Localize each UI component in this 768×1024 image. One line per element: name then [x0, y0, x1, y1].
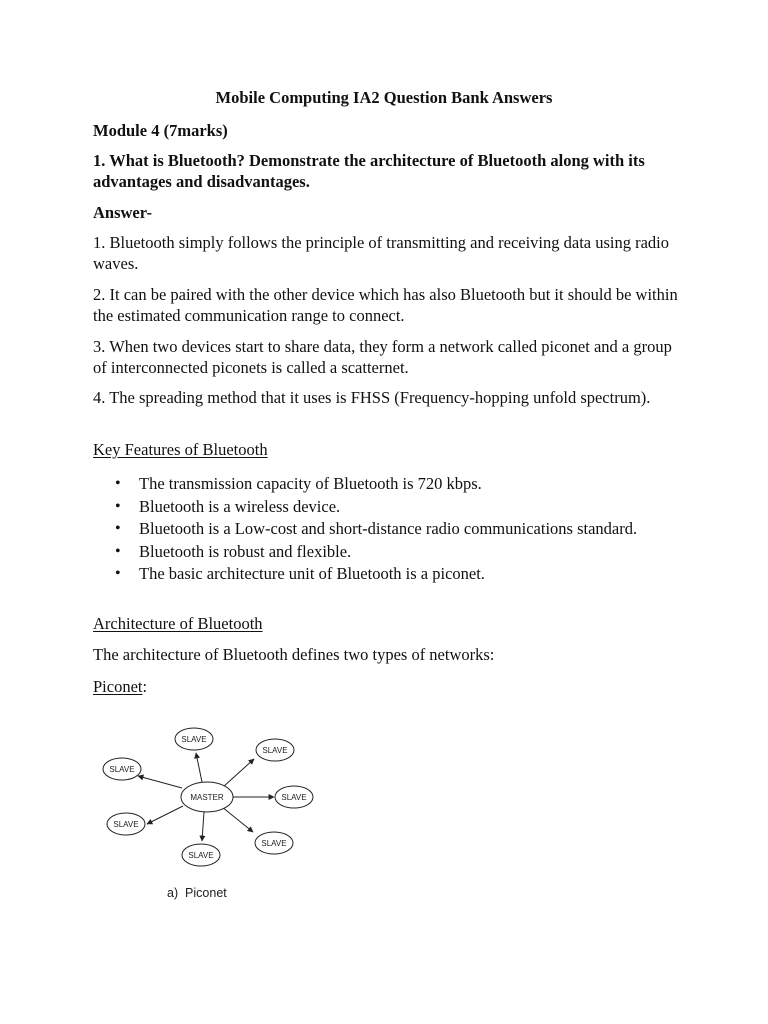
link-arrow — [147, 806, 183, 824]
list-item: • Bluetooth is a Low-cost and short-distance radio communications standard. — [139, 518, 699, 540]
answer-point-1: 1. Bluetooth simply follows the principle of transmitting and receiving data using radio waves. — [93, 233, 670, 273]
key-features-heading: Key Features of Bluetooth — [93, 440, 268, 459]
link-arrow — [223, 759, 254, 787]
answer-point-4: 4. The spreading method that it uses is FHSS (Frequency-hopping unfold spectrum). — [93, 388, 651, 407]
slave-label: SLAVE — [181, 735, 207, 744]
link-arrow — [202, 812, 204, 841]
module-heading: Module 4 (7marks) — [93, 121, 228, 140]
piconet-colon: : — [142, 677, 148, 696]
document-title: Mobile Computing IA2 Question Bank Answers — [215, 88, 553, 107]
list-item: • Bluetooth is a wireless device. — [139, 496, 699, 518]
slave-label: SLAVE — [109, 765, 135, 774]
slave-label: SLAVE — [113, 820, 139, 829]
slave-label: SLAVE — [188, 851, 214, 860]
list-item: • Bluetooth is robust and flexible. — [139, 541, 699, 563]
architecture-heading: Architecture of Bluetooth — [93, 614, 263, 633]
link-arrow — [196, 753, 202, 782]
link-arrow — [138, 776, 182, 788]
piconet-label: Piconet — [93, 677, 143, 696]
question-text: 1. What is Bluetooth? Demonstrate the architecture of Bluetooth along with its advantages and disadvantages. — [93, 151, 645, 191]
piconet-diagram — [92, 716, 322, 902]
list-item: • The transmission capacity of Bluetooth is 720 kbps. — [139, 473, 699, 495]
slave-label: SLAVE — [281, 793, 307, 802]
link-arrow — [222, 807, 253, 832]
answer-label: Answer- — [93, 203, 152, 222]
architecture-intro: The architecture of Bluetooth defines two types of networks: — [93, 645, 495, 664]
answer-point-2: 2. It can be paired with the other device which has also Bluetooth but it should be within the estimated communication range to connect. — [93, 285, 678, 325]
list-item: • The basic architecture unit of Bluetooth is a piconet. — [139, 563, 699, 585]
answer-point-3: 3. When two devices start to share data, they form a network called piconet and a group of interconnected piconets is called a scatternet. — [93, 337, 672, 377]
key-features-list — [93, 473, 699, 586]
piconet-heading — [93, 677, 147, 697]
diagram-caption: a) Piconet — [167, 886, 227, 900]
slave-label: SLAVE — [262, 746, 288, 755]
slave-label: SLAVE — [261, 839, 287, 848]
master-label: MASTER — [190, 793, 224, 802]
